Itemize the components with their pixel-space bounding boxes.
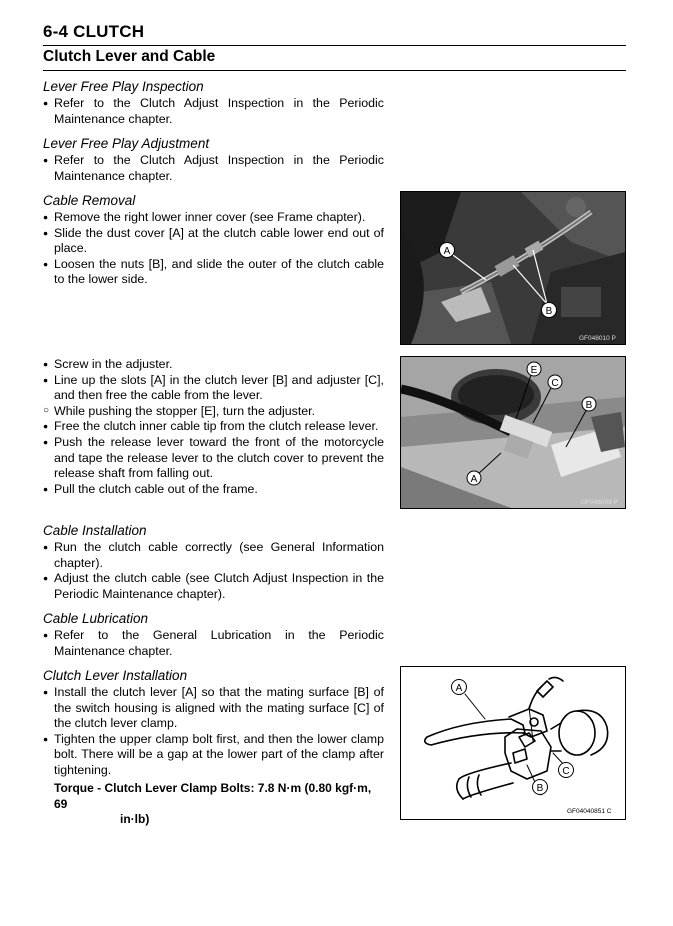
figure-code: GF048010 P <box>579 335 616 342</box>
callout-c <box>548 375 562 389</box>
chapter-heading: 6-4 CLUTCH <box>43 22 145 41</box>
callout-label: B <box>585 400 593 411</box>
figure-clutch-adjuster-photo <box>400 356 626 509</box>
subsection-title-cable-removal: Cable Removal <box>43 193 136 208</box>
list-item: ● Run the clutch cable correctly (see General Information chapter). <box>43 540 384 571</box>
photo-cable-lower-end <box>401 192 625 344</box>
callout-label: B <box>545 306 553 317</box>
figure-code: GF048009 P <box>581 499 618 506</box>
list-item: ● Refer to the Clutch Adjust Inspection in the Periodic Maintenance chapter. <box>43 153 384 184</box>
callout-a <box>452 680 467 695</box>
list-item: ● Screw in the adjuster. <box>43 357 384 373</box>
subsection-title-cable-lubrication: Cable Lubrication <box>43 611 149 626</box>
cable-removal-list-2 <box>43 357 384 497</box>
callout-label: E <box>530 365 538 376</box>
list-item: ○ While pushing the stopper [E], turn the adjuster. <box>43 404 384 420</box>
callout-c <box>559 763 574 778</box>
list-item: ● Install the clutch lever [A] so that the mating surface [B] of the switch housing is aligned with the mating surface [C] of the clutch lever clamp. <box>43 685 384 732</box>
callout-label: C <box>562 766 570 777</box>
list-item: ● Push the release lever toward the front of the motorcycle and tape the release lever to the clutch cover to prevent the release shaft from falling out. <box>43 435 384 482</box>
cable-removal-list <box>43 210 384 288</box>
callout-a <box>467 471 481 485</box>
figure-code: GF04040851 C <box>567 808 612 815</box>
subsection-title-cable-installation: Cable Installation <box>43 523 147 538</box>
photo-clutch-adjuster <box>401 357 625 508</box>
callout-b <box>542 303 557 318</box>
list-item: ● Loosen the nuts [B], and slide the outer of the clutch cable to the lower side. <box>43 257 384 288</box>
callout-e <box>527 362 541 376</box>
callout-a <box>440 243 455 258</box>
list-item: ● Slide the dust cover [A] at the clutch cable lower end out of place. <box>43 226 384 257</box>
subsection-title-lever-installation: Clutch Lever Installation <box>43 668 188 683</box>
list-item: ● Refer to the Clutch Adjust Inspection in the Periodic Maintenance chapter. <box>43 96 384 127</box>
free-play-inspection-list <box>43 96 384 127</box>
lever-installation-list <box>43 685 384 779</box>
list-item: ● Remove the right lower inner cover (see Frame chapter). <box>43 210 384 226</box>
cable-installation-list <box>43 540 384 602</box>
section-rule <box>43 70 626 71</box>
callout-b <box>582 397 596 411</box>
callout-b <box>533 780 548 795</box>
figure-lever-installation-drawing <box>400 666 626 820</box>
figure-cable-lower-end-photo <box>400 191 626 345</box>
list-item: ● Free the clutch inner cable tip from the clutch release lever. <box>43 419 384 435</box>
torque-spec-continuation: in·lb) <box>120 812 150 827</box>
cable-lubrication-list <box>43 628 384 659</box>
heading-rule <box>43 45 626 46</box>
free-play-adjustment-list <box>43 153 384 184</box>
callout-label: C <box>551 378 559 389</box>
callout-label: A <box>443 246 451 257</box>
section-heading: Clutch Lever and Cable <box>43 48 216 65</box>
subsection-title-free-play-inspection: Lever Free Play Inspection <box>43 79 204 94</box>
callout-label: B <box>536 783 544 794</box>
torque-spec-line: Torque - Clutch Lever Clamp Bolts: 7.8 N·m (0.80 kgf·m, 69 <box>54 781 372 811</box>
callout-label: A <box>470 474 478 485</box>
drawing-clutch-lever <box>401 667 625 819</box>
list-item: ● Tighten the upper clamp bolt first, and then the lower clamp bolt. There will be a gap at the lower part of the clamp after tightening. <box>43 732 384 779</box>
subsection-title-free-play-adjustment: Lever Free Play Adjustment <box>43 136 210 151</box>
callout-label: A <box>455 683 463 694</box>
list-item: ● Refer to the General Lubrication in the Periodic Maintenance chapter. <box>43 628 384 659</box>
torque-spec <box>54 781 384 828</box>
list-item: ● Line up the slots [A] in the clutch lever [B] and adjuster [C], and then free the cable from the lever. <box>43 373 384 404</box>
list-item: ● Pull the clutch cable out of the frame. <box>43 482 384 498</box>
list-item: ● Adjust the clutch cable (see Clutch Adjust Inspection in the Periodic Maintenance chapter). <box>43 571 384 602</box>
